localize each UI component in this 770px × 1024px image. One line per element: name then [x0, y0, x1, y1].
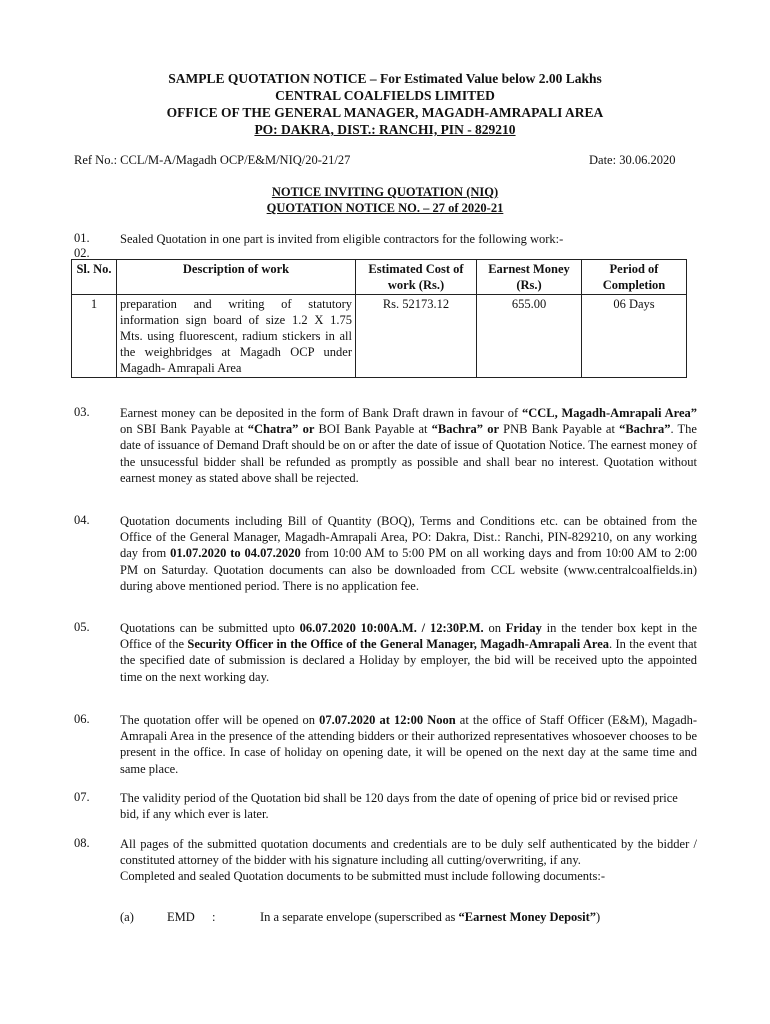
emd-item-label: (a) [120, 910, 134, 924]
col-description: Description of work [117, 260, 356, 295]
table-header-row [72, 260, 687, 295]
para-number-04: 04. [74, 513, 90, 527]
header-line-3: OFFICE OF THE GENERAL MANAGER, MAGADH-AMRAPALI AREA [166, 105, 604, 120]
notice-date: Date: 30.06.2020 [589, 153, 676, 167]
para-number-05: 05. [74, 620, 90, 634]
para-05-text: Quotations can be submitted upto 06.07.2020 10:00A.M. / 12:30P.M. on Friday in the tender box kept in the Office of the Security Officer in the Office of the General Manager, Magadh-Amrapali Area. In the event that the specified date of submission is declared a Holiday by employer, the bid will be received upto the appointed time on the next working day. [120, 621, 698, 684]
work-table [71, 259, 687, 378]
table-row [72, 295, 687, 378]
emd-item-name: EMD [167, 910, 195, 924]
cell-earnest-money: 655.00 [477, 295, 582, 378]
cell-sl: 1 [72, 295, 117, 378]
reference-number: Ref No.: CCL/M-A/Magadh OCP/E&M/NIQ/20-21/27 [74, 153, 351, 167]
niq-title-block [0, 184, 770, 216]
niq-number: QUOTATION NOTICE NO. – 27 of 2020-21 [266, 201, 504, 215]
para-number-01: 01. [74, 231, 90, 245]
cell-estimated-cost: Rs. 52173.12 [356, 295, 477, 378]
cell-description: preparation and writing of statutory information sign board of size 1.2 X 1.75 Mts. using fluorescent, radium stickers in all the weighbridges at Magadh OCP under Magadh- Amrapali Area [117, 295, 356, 378]
header-line-2: CENTRAL COALFIELDS LIMITED [275, 88, 495, 103]
cell-period: 06 Days [582, 295, 687, 378]
col-estimated-cost: Estimated Cost of work (Rs.) [356, 260, 477, 295]
col-period: Period of Completion [582, 260, 687, 295]
para-number-06: 06. [74, 712, 90, 726]
para-number-08: 08. [74, 836, 90, 850]
para-01-text: Sealed Quotation in one part is invited from eligible contractors for the following work:- [120, 232, 564, 246]
para-number-07: 07. [74, 790, 90, 804]
col-earnest-money: Earnest Money (Rs.) [477, 260, 582, 295]
para-number-02: 02. [74, 246, 90, 260]
niq-title: NOTICE INVITING QUOTATION (NIQ) [271, 185, 499, 199]
emd-item-text: In a separate envelope (superscribed as “Earnest Money Deposit”) [260, 910, 601, 924]
header-line-1: SAMPLE QUOTATION NOTICE – For Estimated Value below 2.00 Lakhs [168, 71, 602, 86]
para-03-text: Earnest money can be deposited in the form of Bank Draft drawn in favour of “CCL, Magadh-Amrapali Area” on SBI Bank Payable at “Chatra” or BOI Bank Payable at “Bachra” or PNB Bank Payable at “Bachra”. The date of issuance of Demand Draft should be on or after the date of issue of Quotation Notice. The earnest money of the unsucessful bidder shall be refunded as promptly as possible and shall bear no interest. Quotation without earnest money as stated above shall be rejected. [120, 406, 698, 485]
para-08-text: All pages of the submitted quotation documents and credentials are to be duly self authenticated by the bidder / constituted attorney of the bidder with his signature including all cutting/overwriting, if any. Completed and sealed Quotation documents to be submitted must include following documents:- [120, 837, 697, 884]
para-04-text: Quotation documents including Bill of Quantity (BOQ), Terms and Conditions etc. can be obtained from the Office of the General Manager, Magadh-Amrapali Area, PO: Dakra, Dist.: Ranchi, PIN-829210, on any working day from 01.07.2020 to 04.07.2020 from 10:00 AM to 5:00 PM on all working days and from 10:00 AM to 2:00 PM on Saturday. Quotation documents can also be downloaded from CCL website (www.centralcoalfields.in) during above mentioned period. There is no application fee. [120, 514, 697, 593]
header-line-4: PO: DAKRA, DIST.: RANCHI, PIN - 829210 [254, 122, 516, 137]
col-sl-no: Sl. No. [72, 260, 117, 295]
document-header [0, 70, 770, 138]
para-number-03: 03. [74, 405, 90, 419]
para-07-text: The validity period of the Quotation bid shall be 120 days from the date of opening of price bid or revised price bid, if any which ever is later. [120, 791, 678, 822]
emd-item-colon: : [212, 910, 216, 924]
para-06-text: The quotation offer will be opened on 07.07.2020 at 12:00 Noon at the office of Staff Officer (E&M), Magadh-Amrapali Area in the presence of the attending bidders or their authorized representatives whosoever chooses to be present in the office. In case of holiday on opening date, it will be opened on the next day at the same time and same place. [120, 713, 697, 776]
